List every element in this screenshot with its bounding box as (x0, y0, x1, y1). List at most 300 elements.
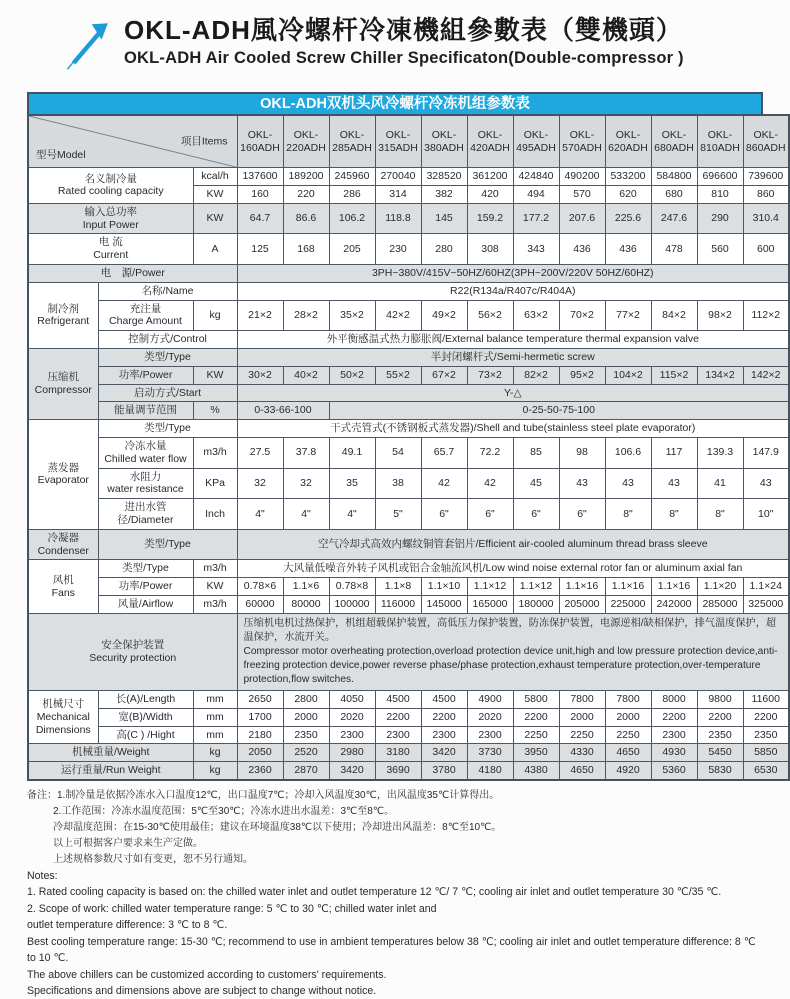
value-cell: 73×2 (467, 366, 513, 384)
value-cell: 2300 (421, 726, 467, 744)
row-label: 冷冻水量 Chilled water flow (98, 437, 193, 468)
notes-section (27, 788, 763, 999)
value-cell: 2200 (375, 708, 421, 726)
value-cell: 2360 (237, 762, 283, 780)
value-cell: 6" (467, 499, 513, 530)
table-row (28, 420, 789, 438)
value-cell: 2200 (743, 708, 789, 726)
value-cell: 2200 (651, 708, 697, 726)
value-cell: 2250 (605, 726, 651, 744)
value-cell: 64.7 (237, 203, 283, 234)
model-header: OKL- 570ADH (559, 115, 605, 168)
row-label: 启动方式/Start (98, 384, 237, 402)
value-cell: 49×2 (421, 300, 467, 331)
value-cell: 35 (329, 468, 375, 499)
unit-cell: m3/h (193, 437, 237, 468)
value-cell: 280 (421, 234, 467, 265)
merged-value-cell: 空气冷却式高效内螺纹铜管套铝片/Efficient air-cooled aluminum thread brass sleeve (237, 529, 789, 560)
value-cell: 325000 (743, 595, 789, 613)
model-header: OKL- 285ADH (329, 115, 375, 168)
value-cell: 55×2 (375, 366, 421, 384)
model-header-row (28, 115, 789, 168)
value-cell: 2200 (421, 708, 467, 726)
merged-value-cell: 干式壳管式(不锈钢板式蒸发器)/Shell and tube(stainless steel plate evaporator) (237, 420, 789, 438)
span-value-cell: 0-33-66-100 (237, 402, 329, 420)
row-label: 机械重量/Weight (28, 744, 193, 762)
note-line: 上述规格参数尺寸如有变更，恕不另行通知。 (53, 854, 253, 866)
value-cell: 85 (513, 437, 559, 468)
table-row (28, 691, 789, 709)
row-label: 名义制冷量 Rated cooling capacity (28, 168, 193, 204)
value-cell: 4500 (375, 691, 421, 709)
value-cell: 77×2 (605, 300, 651, 331)
merged-value-cell: R22(R134a/R407c/R404A) (237, 282, 789, 300)
row-label: 安全保护装置 Security protection (28, 613, 237, 690)
page-title-zh: OKL-ADH風冷螺杆冷凍機組參數表（雙機頭） (124, 15, 683, 45)
value-cell: 5850 (743, 744, 789, 762)
row-label: 功率/Power (98, 578, 193, 596)
value-cell: 6530 (743, 762, 789, 780)
value-cell: 620 (605, 185, 651, 203)
value-cell: 860 (743, 185, 789, 203)
row-label: 类型/Type (98, 560, 193, 578)
value-cell: 4650 (605, 744, 651, 762)
row-label: 运行重量/Run Weight (28, 762, 193, 780)
table-row (28, 264, 789, 282)
value-cell: 560 (697, 234, 743, 265)
value-cell: 3780 (421, 762, 467, 780)
row-label: 能量调节范围 (98, 402, 193, 420)
value-cell: 3180 (375, 744, 421, 762)
section-label: 压缩机 Compressor (28, 348, 98, 419)
row-label: 类型/Type (98, 420, 237, 438)
row-label: 电 流 Current (28, 234, 193, 265)
value-cell: 5450 (697, 744, 743, 762)
value-cell: 285000 (697, 595, 743, 613)
value-cell: 45 (513, 468, 559, 499)
row-label: 风量/Airflow (98, 595, 193, 613)
value-cell: 1.1×16 (559, 578, 605, 596)
value-cell: 4" (329, 499, 375, 530)
unit-cell: KW (193, 185, 237, 203)
value-cell: 168 (283, 234, 329, 265)
value-cell: 420 (467, 185, 513, 203)
unit-cell: kg (193, 300, 237, 331)
unit-cell: mm (193, 726, 237, 744)
value-cell: 8000 (651, 691, 697, 709)
row-label: 充注量 Charge Amount (98, 300, 193, 331)
unit-cell: Inch (193, 499, 237, 530)
value-cell: 245960 (329, 168, 375, 186)
value-cell: 98×2 (697, 300, 743, 331)
value-cell: 1.1×24 (743, 578, 789, 596)
row-label: 长(A)/Length (98, 691, 193, 709)
note-line: Best cooling temperature range: 15-30 ℃; recommend to use in ambient temperatures below 38 ℃; cooling air inlet and outlet temperature difference: 8 ℃ to 10 ℃. (27, 935, 756, 965)
value-cell: 37.8 (283, 437, 329, 468)
row-label: 宽(B)/Width (98, 708, 193, 726)
value-cell: 145 (421, 203, 467, 234)
model-header: OKL- 380ADH (421, 115, 467, 168)
value-cell: 4380 (513, 762, 559, 780)
corner-model-label: 型号Model (36, 149, 86, 162)
value-cell: 72.2 (467, 437, 513, 468)
value-cell: 2000 (559, 708, 605, 726)
value-cell: 8" (697, 499, 743, 530)
table-row (28, 708, 789, 726)
value-cell: 2520 (283, 744, 329, 762)
value-cell: 41 (697, 468, 743, 499)
value-cell: 4500 (421, 691, 467, 709)
value-cell: 3420 (421, 744, 467, 762)
value-cell: 70×2 (559, 300, 605, 331)
value-cell: 4" (283, 499, 329, 530)
table-row (28, 300, 789, 331)
value-cell: 6" (559, 499, 605, 530)
value-cell: 50×2 (329, 366, 375, 384)
value-cell: 60000 (237, 595, 283, 613)
value-cell: 2980 (329, 744, 375, 762)
table-row (28, 762, 789, 780)
value-cell: 189200 (283, 168, 329, 186)
value-cell: 7800 (559, 691, 605, 709)
note-line: 以上可根据客户要求来生产定做。 (53, 838, 203, 850)
value-cell: 343 (513, 234, 559, 265)
value-cell: 314 (375, 185, 421, 203)
value-cell: 43 (605, 468, 651, 499)
value-cell: 35×2 (329, 300, 375, 331)
value-cell: 230 (375, 234, 421, 265)
value-cell: 32 (237, 468, 283, 499)
value-cell: 8" (651, 499, 697, 530)
value-cell: 80000 (283, 595, 329, 613)
value-cell: 43 (743, 468, 789, 499)
note-line: 2. Scope of work: chilled water temperature range: 5 ℃ to 30 ℃; chilled water inlet and (27, 902, 437, 915)
value-cell: 2350 (743, 726, 789, 744)
value-cell: 242000 (651, 595, 697, 613)
spec-table (27, 114, 790, 781)
value-cell: 5830 (697, 762, 743, 780)
row-label: 类型/Type (98, 529, 237, 560)
model-header: OKL- 420ADH (467, 115, 513, 168)
value-cell: 2300 (651, 726, 697, 744)
value-cell: 361200 (467, 168, 513, 186)
unit-cell: kg (193, 744, 237, 762)
value-cell: 1.1×12 (467, 578, 513, 596)
value-cell: 308 (467, 234, 513, 265)
table-row (28, 529, 789, 560)
table-row (28, 499, 789, 530)
merged-value-cell: 大风量低噪音外转子风机或铝合金轴流风机/Low wind noise external rotor fan or aluminum axial fan (237, 560, 789, 578)
value-cell: 570 (559, 185, 605, 203)
value-cell: 100000 (329, 595, 375, 613)
page-title-en: OKL-ADH Air Cooled Screw Chiller Specificaton(Double-compressor ) (124, 48, 684, 67)
value-cell: 290 (697, 203, 743, 234)
value-cell: 6" (421, 499, 467, 530)
value-cell: 4920 (605, 762, 651, 780)
value-cell: 139.3 (697, 437, 743, 468)
value-cell: 106.2 (329, 203, 375, 234)
value-cell: 11600 (743, 691, 789, 709)
value-cell: 533200 (605, 168, 651, 186)
value-cell: 4180 (467, 762, 513, 780)
value-cell: 117 (651, 437, 697, 468)
value-cell: 125 (237, 234, 283, 265)
value-cell: 2350 (283, 726, 329, 744)
value-cell: 3950 (513, 744, 559, 762)
value-cell: 584800 (651, 168, 697, 186)
brand-arrow-icon (62, 16, 116, 72)
value-cell: 4050 (329, 691, 375, 709)
model-header: OKL- 495ADH (513, 115, 559, 168)
value-cell: 2200 (513, 708, 559, 726)
table-row (28, 468, 789, 499)
value-cell: 3420 (329, 762, 375, 780)
value-cell: 2870 (283, 762, 329, 780)
value-cell: 42 (421, 468, 467, 499)
table-row (28, 282, 789, 300)
value-cell: 478 (651, 234, 697, 265)
value-cell: 328520 (421, 168, 467, 186)
value-cell: 21×2 (237, 300, 283, 331)
note-line: 冷却温度范围：在15-30℃使用最佳；建议在环境温度38℃以下使用；冷却进出风温差：8℃至10℃。 (53, 822, 502, 834)
value-cell: 147.9 (743, 437, 789, 468)
value-cell: 225.6 (605, 203, 651, 234)
note-line: outlet temperature difference: 3 ℃ to 8 ℃. (27, 919, 228, 932)
unit-cell: m3/h (193, 560, 237, 578)
value-cell: 137600 (237, 168, 283, 186)
table-row (28, 331, 789, 349)
value-cell: 220 (283, 185, 329, 203)
value-cell: 680 (651, 185, 697, 203)
value-cell: 2050 (237, 744, 283, 762)
value-cell: 98 (559, 437, 605, 468)
value-cell: 436 (559, 234, 605, 265)
model-header: OKL- 860ADH (743, 115, 789, 168)
section-label: 制冷剂 Refrigerant (28, 282, 98, 348)
row-label: 控制方式/Control (98, 331, 237, 349)
value-cell: 6" (513, 499, 559, 530)
value-cell: 270040 (375, 168, 421, 186)
value-cell: 436 (605, 234, 651, 265)
value-cell: 494 (513, 185, 559, 203)
value-cell: 2300 (467, 726, 513, 744)
model-header: OKL- 160ADH (237, 115, 283, 168)
value-cell: 286 (329, 185, 375, 203)
unit-cell: KW (193, 366, 237, 384)
value-cell: 1.1×8 (375, 578, 421, 596)
value-cell: 165000 (467, 595, 513, 613)
value-cell: 1.1×16 (651, 578, 697, 596)
row-label: 进出水管径/Diameter (98, 499, 193, 530)
table-row (28, 726, 789, 744)
value-cell: 696600 (697, 168, 743, 186)
value-cell: 32 (283, 468, 329, 499)
value-cell: 95×2 (559, 366, 605, 384)
value-cell: 159.2 (467, 203, 513, 234)
value-cell: 43 (559, 468, 605, 499)
table-row (28, 384, 789, 402)
value-cell: 104×2 (605, 366, 651, 384)
value-cell: 43 (651, 468, 697, 499)
value-cell: 84×2 (651, 300, 697, 331)
span-value-cell: 0-25-50-75-100 (329, 402, 789, 420)
value-cell: 205000 (559, 595, 605, 613)
value-cell: 2300 (329, 726, 375, 744)
value-cell: 115×2 (651, 366, 697, 384)
value-cell: 116000 (375, 595, 421, 613)
value-cell: 2000 (283, 708, 329, 726)
table-row (28, 348, 789, 366)
unit-cell: % (193, 402, 237, 420)
value-cell: 54 (375, 437, 421, 468)
row-label: 电 源/Power (28, 264, 237, 282)
value-cell: 0.78×8 (329, 578, 375, 596)
value-cell: 7800 (605, 691, 651, 709)
model-header: OKL- 315ADH (375, 115, 421, 168)
value-cell: 3690 (375, 762, 421, 780)
merged-value-cell: Y-△ (237, 384, 789, 402)
value-cell: 2200 (697, 708, 743, 726)
section-label: 机械尺寸 Mechanical Dimensions (28, 691, 98, 744)
row-label: 名称/Name (98, 282, 237, 300)
value-cell: 5800 (513, 691, 559, 709)
value-cell: 180000 (513, 595, 559, 613)
value-cell: 118.8 (375, 203, 421, 234)
unit-cell: KW (193, 578, 237, 596)
value-cell: 739600 (743, 168, 789, 186)
value-cell: 86.6 (283, 203, 329, 234)
row-label: 功率/Power (98, 366, 193, 384)
value-cell: 2800 (283, 691, 329, 709)
note-line: 2.工作范围：冷冻水温度范围：5℃至30℃；冷冻水进出水温差：3℃至8℃。 (53, 806, 395, 818)
value-cell: 28×2 (283, 300, 329, 331)
value-cell: 207.6 (559, 203, 605, 234)
table-row (28, 402, 789, 420)
value-cell: 49.1 (329, 437, 375, 468)
value-cell: 9800 (697, 691, 743, 709)
value-cell: 490200 (559, 168, 605, 186)
table-row (28, 560, 789, 578)
value-cell: 42 (467, 468, 513, 499)
value-cell: 65.7 (421, 437, 467, 468)
row-label: 输入总功率 Input Power (28, 203, 193, 234)
value-cell: 160 (237, 185, 283, 203)
value-cell: 4930 (651, 744, 697, 762)
value-cell: 82×2 (513, 366, 559, 384)
value-cell: 8" (605, 499, 651, 530)
value-cell: 2020 (467, 708, 513, 726)
value-cell: 1.1×6 (283, 578, 329, 596)
value-cell: 4" (237, 499, 283, 530)
unit-cell: kcal/h (193, 168, 237, 186)
value-cell: 27.5 (237, 437, 283, 468)
note-line: 备注：1.制冷量是依据冷冻水入口温度12℃，出口温度7℃；冷却入风温度30℃，出风温度35℃计算得出。 (27, 790, 500, 802)
table-row (28, 613, 789, 690)
value-cell: 10" (743, 499, 789, 530)
value-cell: 5" (375, 499, 421, 530)
model-header: OKL- 620ADH (605, 115, 651, 168)
section-label: 风机 Fans (28, 560, 98, 613)
value-cell: 1.1×10 (421, 578, 467, 596)
model-header: OKL- 220ADH (283, 115, 329, 168)
row-label: 类型/Type (98, 348, 237, 366)
table-row (28, 595, 789, 613)
unit-cell: kg (193, 762, 237, 780)
value-cell: 3730 (467, 744, 513, 762)
table-row (28, 437, 789, 468)
value-cell: 40×2 (283, 366, 329, 384)
value-cell: 30×2 (237, 366, 283, 384)
value-cell: 810 (697, 185, 743, 203)
value-cell: 38 (375, 468, 421, 499)
value-cell: 382 (421, 185, 467, 203)
value-cell: 2250 (513, 726, 559, 744)
unit-cell: A (193, 234, 237, 265)
model-header: OKL- 810ADH (697, 115, 743, 168)
value-cell: 0.78×6 (237, 578, 283, 596)
unit-cell: mm (193, 708, 237, 726)
model-header: OKL- 680ADH (651, 115, 697, 168)
value-cell: 2250 (559, 726, 605, 744)
value-cell: 134×2 (697, 366, 743, 384)
section-label: 蒸发器 Evaporator (28, 420, 98, 530)
value-cell: 2180 (237, 726, 283, 744)
value-cell: 112×2 (743, 300, 789, 331)
value-cell: 2000 (605, 708, 651, 726)
value-cell: 1.1×12 (513, 578, 559, 596)
value-cell: 247.6 (651, 203, 697, 234)
table-corner (28, 115, 237, 168)
table-row (28, 578, 789, 596)
value-cell: 106.6 (605, 437, 651, 468)
value-cell: 2350 (697, 726, 743, 744)
value-cell: 177.2 (513, 203, 559, 234)
value-cell: 1700 (237, 708, 283, 726)
unit-cell: KW (193, 203, 237, 234)
note-line: Notes: (27, 870, 58, 883)
value-cell: 145000 (421, 595, 467, 613)
table-row (28, 744, 789, 762)
value-cell: 1.1×20 (697, 578, 743, 596)
table-row (28, 234, 789, 265)
value-cell: 1.1×16 (605, 578, 651, 596)
value-cell: 2300 (375, 726, 421, 744)
value-cell: 310.4 (743, 203, 789, 234)
value-cell: 4330 (559, 744, 605, 762)
corner-items-label: 项目Items (180, 135, 228, 148)
unit-cell: KPa (193, 468, 237, 499)
notes-en (27, 868, 763, 999)
value-cell: 63×2 (513, 300, 559, 331)
note-line: The above chillers can be customized according to customers' requirements. (27, 968, 387, 981)
value-cell: 67×2 (421, 366, 467, 384)
value-cell: 2650 (237, 691, 283, 709)
value-cell: 424840 (513, 168, 559, 186)
row-label: 水阻力 water resistance (98, 468, 193, 499)
value-cell: 225000 (605, 595, 651, 613)
page-header (0, 0, 790, 92)
unit-cell: mm (193, 691, 237, 709)
unit-cell: m3/h (193, 595, 237, 613)
table-row (28, 203, 789, 234)
value-cell: 142×2 (743, 366, 789, 384)
notes-zh (27, 788, 763, 868)
value-cell: 56×2 (467, 300, 513, 331)
value-cell: 5360 (651, 762, 697, 780)
merged-value-cell: 3PH~380V/415V~50HZ/60HZ(3PH~200V/220V 50HZ/60HZ) (237, 264, 789, 282)
merged-value-cell: 压缩机电机过热保护，机组超载保护装置，高低压力保护装置，防冻保护装置，电源逆相/缺相保护，排气温度保护，超温保护，水流开关。 Compressor motor overheating protection,overload protection device unit,high and low pressure protection device,anti-freezing protection device,power reverse phase/phase protection,exhaust temperature protection,over-temperature protection,flow switches. (237, 613, 789, 690)
value-cell: 2020 (329, 708, 375, 726)
